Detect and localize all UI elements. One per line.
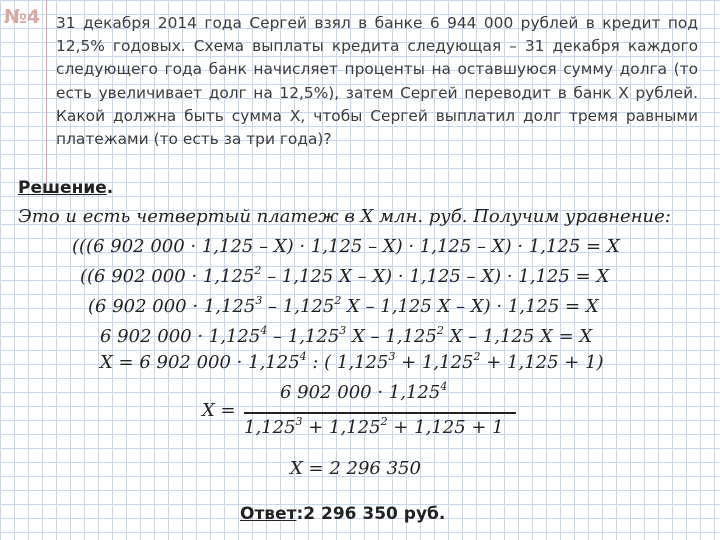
fraction-lhs: X = — [202, 400, 236, 421]
equation-2: ((6 902 $000 \cdot 1,125^2 - 1,125$ X – X) · 1,125 – X) · 1,125 = X — [80, 264, 610, 287]
answer-value: :2 296 350 руб. — [296, 504, 446, 524]
answer-label: Ответ — [240, 504, 297, 524]
equation-5: X = 6 902 $000 \cdot 1,125^4$ : ( $1,125^3 + 1,125^2 + 1,125 + 1$) — [100, 350, 604, 373]
margin-line — [46, 0, 47, 184]
problem-text: 31 декабря 2014 года Сергей взял в банке 6 944 000 рублей в кредит под 12,5% годовых. Схема выплаты кредита следующая – 31 декабря каждого следующего года банк начисляет проценты на оставшуюся сумму долга (то есть увеличивает долг на 12,5%), затем Сергей переводит в банк X рублей. Какой должна быть сумма X, чтобы Сергей выплатил долг тремя равными платежами (то есть за три года)? — [56, 14, 698, 149]
problem-number: №4 — [4, 6, 41, 28]
solution-intro: Это и есть четвертый платеж в X млн. руб. Получим уравнение: — [18, 206, 671, 227]
equation-1: (((6 902 000 · 1,125 – X) · 1,125 – X) · 1,125 – X) · 1,125 = X — [72, 236, 620, 257]
fraction-numerator: 6 902 $000 \cdot 1,125^4$ — [280, 380, 448, 403]
equation-3: (6 902 $000 \cdot 1,125^3 - 1,125^2$ X – 1,125 X – X) · 1,125 = X — [88, 294, 599, 317]
solution-heading-punct: . — [106, 178, 114, 198]
solution-heading-label: Решение — [18, 178, 107, 198]
fraction-denominator: $1,125^3 + 1,125^2 + 1,125 + 1$ — [244, 415, 504, 438]
result-line: X = 2 296 350 — [290, 458, 421, 479]
answer-line — [240, 504, 445, 524]
equation-4: 6 902 $000 \cdot 1,125^4 - 1,125^3$ X – 1,125$^2$ X – 1,125 X = X — [100, 324, 593, 347]
solution-heading — [18, 178, 113, 198]
fraction-bar — [244, 412, 516, 414]
